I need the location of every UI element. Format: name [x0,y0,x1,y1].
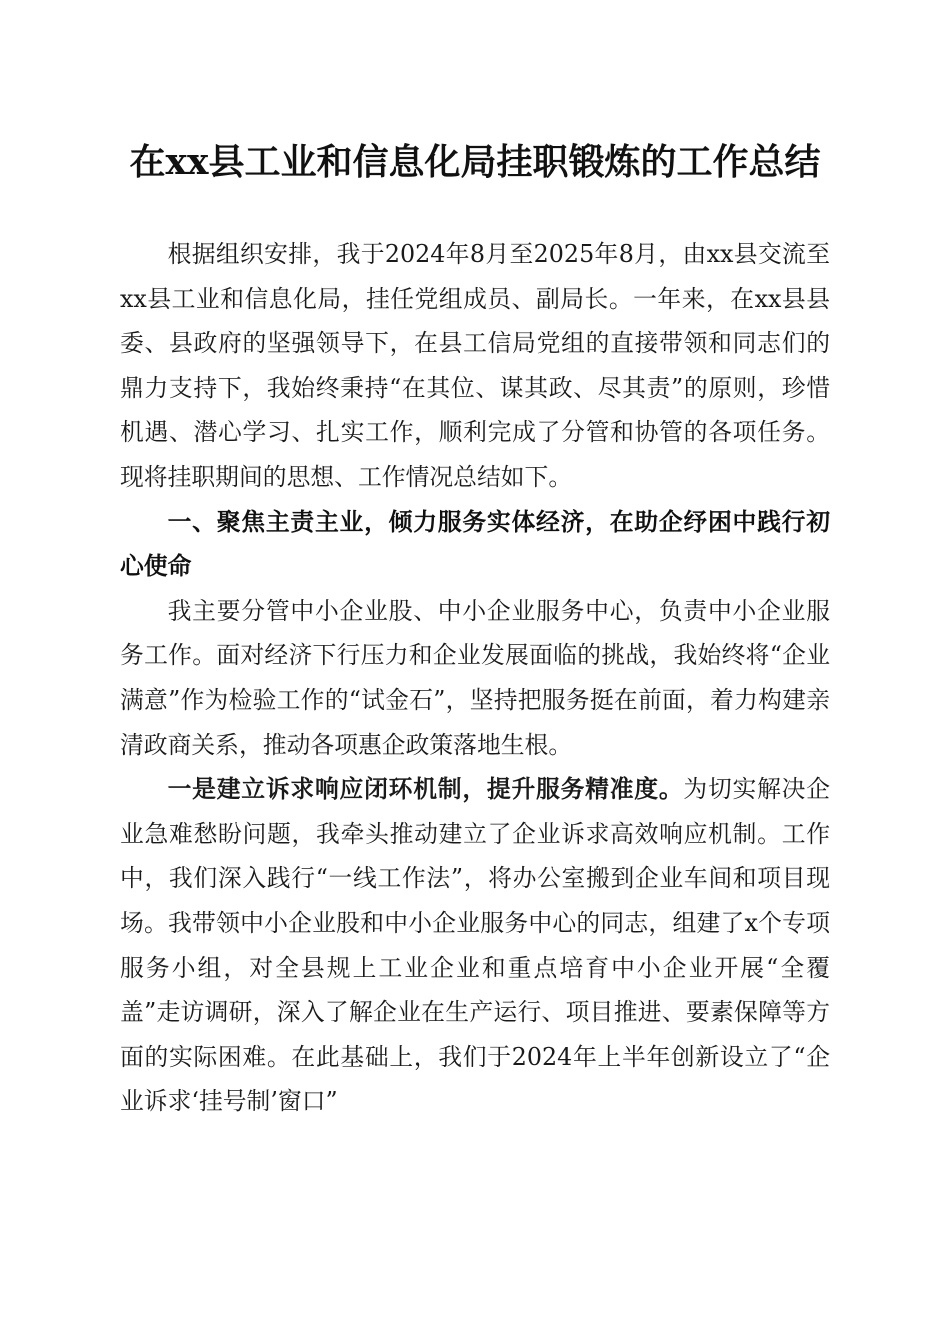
point-1-paragraph [120,767,830,1124]
document-title: 在xx县工业和信息化局挂职锻炼的工作总结 [129,141,821,183]
intro-paragraph: 根据组织安排，我于2024年8月至2025年8月，由xx县交流至xx县工业和信息化局，挂任党组成员、副局长。一年来，在xx县县委、县政府的坚强领导下，在县工信局党组的直接带领和同志们的鼎力支持下，我始终秉持“在其位、谋其政、尽其责”的原则，珍惜机遇、潜心学习、扎实工作，顺利完成了分管和协管的各项任务。现将挂职期间的思想、工作情况总结如下。 [120,240,830,491]
point-1-lead: 一是建立诉求响应闭环机制，提升服务精准度。 [167,775,684,804]
document-body [120,232,830,1124]
point-1-body: 为切实解决企业急难愁盼问题，我牵头推动建立了企业诉求高效响应机制。工作中，我们深入践行“一线工作法”，将办公室搬到企业车间和项目现场。我带领中小企业股和中小企业服务中心的同志，组建了x个专项服务小组，对全县规上工业企业和重点培育中小企业开展“全覆盖”走访调研，深入了解企业在生产运行、项目推进、要素保障等方面的实际困难。在此基础上，我们于2024年上半年创新设立了“企业诉求‘挂号制’窗口” [120,775,831,1116]
section-1-heading: 一、聚焦主责主业，倾力服务实体经济，在助企纾困中践行初心使命 [120,507,830,581]
section-1-body-paragraph: 我主要分管中小企业股、中小企业服务中心，负责中小企业服务工作。面对经济下行压力和企业发展面临的挑战，我始终将“企业满意”作为检验工作的“试金石”，坚持把服务挺在前面，着力构建亲清政商关系，推动各项惠企政策落地生根。 [120,596,830,759]
